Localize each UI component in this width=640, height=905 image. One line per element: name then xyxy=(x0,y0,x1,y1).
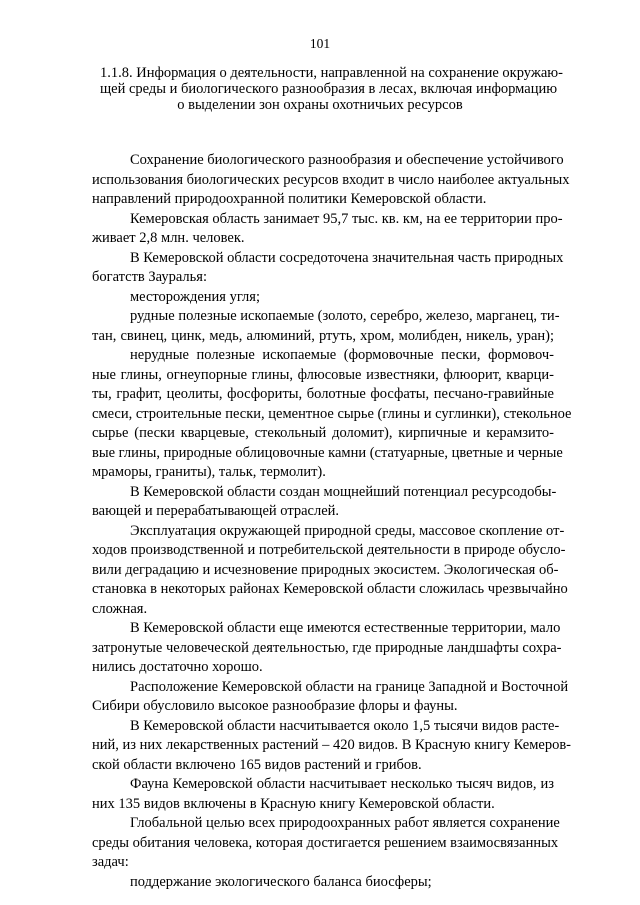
section-title-line: щей среды и биологического разнообразия в лесах, включая информацию xyxy=(100,81,558,98)
paragraph-line: богатств Зауралья: xyxy=(92,269,207,285)
list-item: месторождения угля; xyxy=(130,288,260,305)
paragraph-line: Расположение Кемеровской области на границе Западной и Восточной xyxy=(130,678,569,695)
paragraph-line: сложная. xyxy=(92,600,148,617)
paragraph-line: смеси, строительные пески, цементное сырье (глины и суглинки), стекольное xyxy=(92,405,572,422)
paragraph-line: Эксплуатация окружающей природной среды, массовое скопление от- xyxy=(130,522,565,539)
page-number: 101 xyxy=(309,36,331,51)
paragraph-line: становка в некоторых районах Кемеровской области сложилась чрезвычайно xyxy=(92,581,568,597)
paragraph-line: среды обитания человека, которая достигается решением взаимосвязанных xyxy=(92,834,559,851)
paragraph-line: нились достаточно хорошо. xyxy=(92,659,263,675)
section-title-line: о выделении зон охраны охотничьих ресурсов xyxy=(177,97,463,114)
list-item: нерудные полезные ископаемые (формовочные пески, формовоч- xyxy=(130,347,554,363)
paragraph-line: Глобальной целью всех природоохранных работ является сохранение xyxy=(130,815,560,831)
paragraph-line: направлений природоохранной политики Кемеровской области. xyxy=(92,191,487,207)
paragraph-line: ской области включено 165 видов растений и грибов. xyxy=(92,756,422,773)
paragraph-line: вающей и перерабатывающей отраслей. xyxy=(92,503,340,519)
paragraph-line: ты, графит, цеолиты, фосфориты, болотные фосфаты, песчано-гравийные xyxy=(92,386,554,402)
paragraph-line: них 135 видов включены в Красную книгу Кемеровской области. xyxy=(92,795,495,812)
paragraph-line: В Кемеровской области еще имеются естественные территории, мало xyxy=(130,620,561,636)
paragraph-line: В Кемеровской области создан мощнейший потенциал ресурсодобы- xyxy=(130,483,557,500)
paragraph-line: Сибири обусловило высокое разнообразие флоры и фауны. xyxy=(92,698,458,714)
paragraph-line: тан, свинец, цинк, медь, алюминий, ртуть, хром, молибден, никель, уран); xyxy=(92,327,554,344)
paragraph-line: В Кемеровской области насчитывается около 1,5 тысячи видов расте- xyxy=(130,717,560,734)
paragraph-line: задач: xyxy=(92,854,129,870)
body-text xyxy=(92,151,572,892)
section-title xyxy=(100,65,563,114)
paragraph-line: мраморы, граниты), тальк, термолит). xyxy=(92,464,326,480)
paragraph-line: живает 2,8 млн. человек. xyxy=(92,230,245,246)
paragraph-line: ные глины, огнеупорные глины, флюсовые известняки, флюорит, кварци- xyxy=(92,366,554,383)
paragraph-line: Фауна Кемеровской области насчитывает несколько тысяч видов, из xyxy=(130,776,554,792)
section-title-line: 1.1.8. Информация о деятельности, направленной на сохранение окружаю- xyxy=(100,65,563,81)
paragraph-line: Сохранение биологического разнообразия и обеспечение устойчивого xyxy=(130,152,564,168)
paragraph-line: затронутые человеческой деятельностью, где природные ландшафты сохра- xyxy=(92,639,562,656)
list-item: поддержание экологического баланса биосферы; xyxy=(130,873,432,890)
paragraph-line: ний, из них лекарственных растений – 420 видов. В Красную книгу Кемеров- xyxy=(92,737,571,753)
paragraph-line: В Кемеровской области сосредоточена значительная часть природных xyxy=(130,249,564,266)
paragraph-line: ходов производственной и потребительской деятельности в природе обусло- xyxy=(92,542,566,558)
paragraph-line: Кемеровская область занимает 95,7 тыс. кв. км, на ее территории про- xyxy=(130,210,563,227)
paragraph-line: вые глины, природные облицовочные камни (статуарные, цветные и черные xyxy=(92,444,563,461)
list-item: рудные полезные ископаемые (золото, серебро, железо, марганец, ти- xyxy=(130,308,560,324)
paragraph-line: использования биологических ресурсов входит в число наиболее актуальных xyxy=(92,171,570,188)
paragraph-line: сырье (пески кварцевые, стекольный доломит), кирпичные и керамзито- xyxy=(92,425,554,441)
paragraph-line: вили деградацию и исчезновение природных экосистем. Экологическая об- xyxy=(92,561,559,578)
